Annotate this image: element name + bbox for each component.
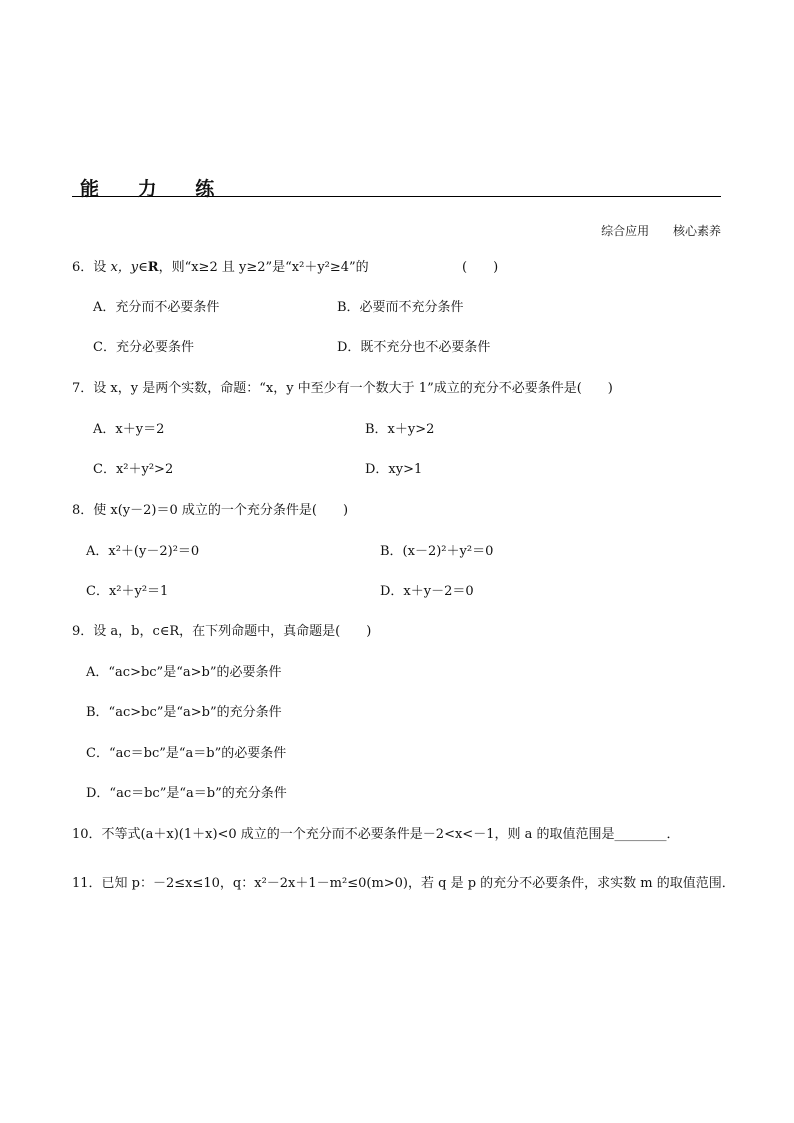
- tag-core-literacy: 核心素养: [672, 224, 721, 238]
- question-11-stem: 11．已知 p：－2≤x≤10，q：x²－2x＋1－m²≤0(m>0)，若 q 是 p 的充分不必要条件，求实数 m 的取值范围．: [72, 876, 735, 891]
- question-9-option-a[interactable]: A．“ac>bc”是“a>b”的必要条件: [86, 665, 282, 680]
- question-7-option-c[interactable]: C．x²＋y²>2: [93, 462, 174, 477]
- section-header: [72, 172, 721, 200]
- question-6-option-b[interactable]: B．必要而不充分条件: [337, 300, 464, 315]
- section-tags: [581, 222, 721, 239]
- question-8-option-a[interactable]: A．x²＋(y－2)²＝0: [86, 544, 200, 559]
- question-7-option-b[interactable]: B．x＋y>2: [365, 422, 435, 437]
- question-8-option-c[interactable]: C．x²＋y²＝1: [86, 584, 169, 599]
- question-10-stem: 10．不等式(a＋x)(1＋x)<0 成立的一个充分而不必要条件是－2<x<－1，则 a 的取值范围是________．: [72, 827, 680, 842]
- question-7-option-a[interactable]: A．x＋y＝2: [93, 422, 165, 437]
- question-9-option-b[interactable]: B．“ac>bc”是“a>b”的充分条件: [86, 705, 282, 720]
- question-7-option-d[interactable]: D．xy>1: [365, 462, 423, 477]
- tag-comprehensive: 综合应用: [601, 224, 650, 238]
- question-6-option-d[interactable]: D．既不充分也不必要条件: [337, 340, 491, 355]
- question-8-stem: 8．使 x(y－2)＝0 成立的一个充分条件是( ): [72, 503, 349, 518]
- section-title: 能 力 练: [80, 178, 231, 200]
- question-8-option-b[interactable]: B．(x－2)²＋y²＝0: [380, 544, 494, 559]
- question-9-option-c[interactable]: C．“ac＝bc”是“a＝b”的必要条件: [86, 746, 287, 761]
- question-8-option-d[interactable]: D．x＋y－2＝0: [380, 584, 474, 599]
- question-6-answer-paren[interactable]: ( ): [462, 260, 499, 275]
- question-9-option-d[interactable]: D．“ac＝bc”是“a＝b”的充分条件: [86, 786, 287, 801]
- question-6-stem: 6．设 x，y∈R，则“x≥2 且 y≥2”是“x²＋y²≥4”的: [72, 260, 369, 275]
- question-7-stem: 7．设 x，y 是两个实数，命题：“x，y 中至少有一个数大于 1”成立的充分不必要条件是( ): [72, 381, 613, 396]
- question-6-option-c[interactable]: C．充分必要条件: [93, 340, 194, 355]
- question-9-stem: 9．设 a，b，c∈R，在下列命题中，真命题是( ): [72, 624, 372, 639]
- question-6-option-a[interactable]: A．充分而不必要条件: [93, 300, 220, 315]
